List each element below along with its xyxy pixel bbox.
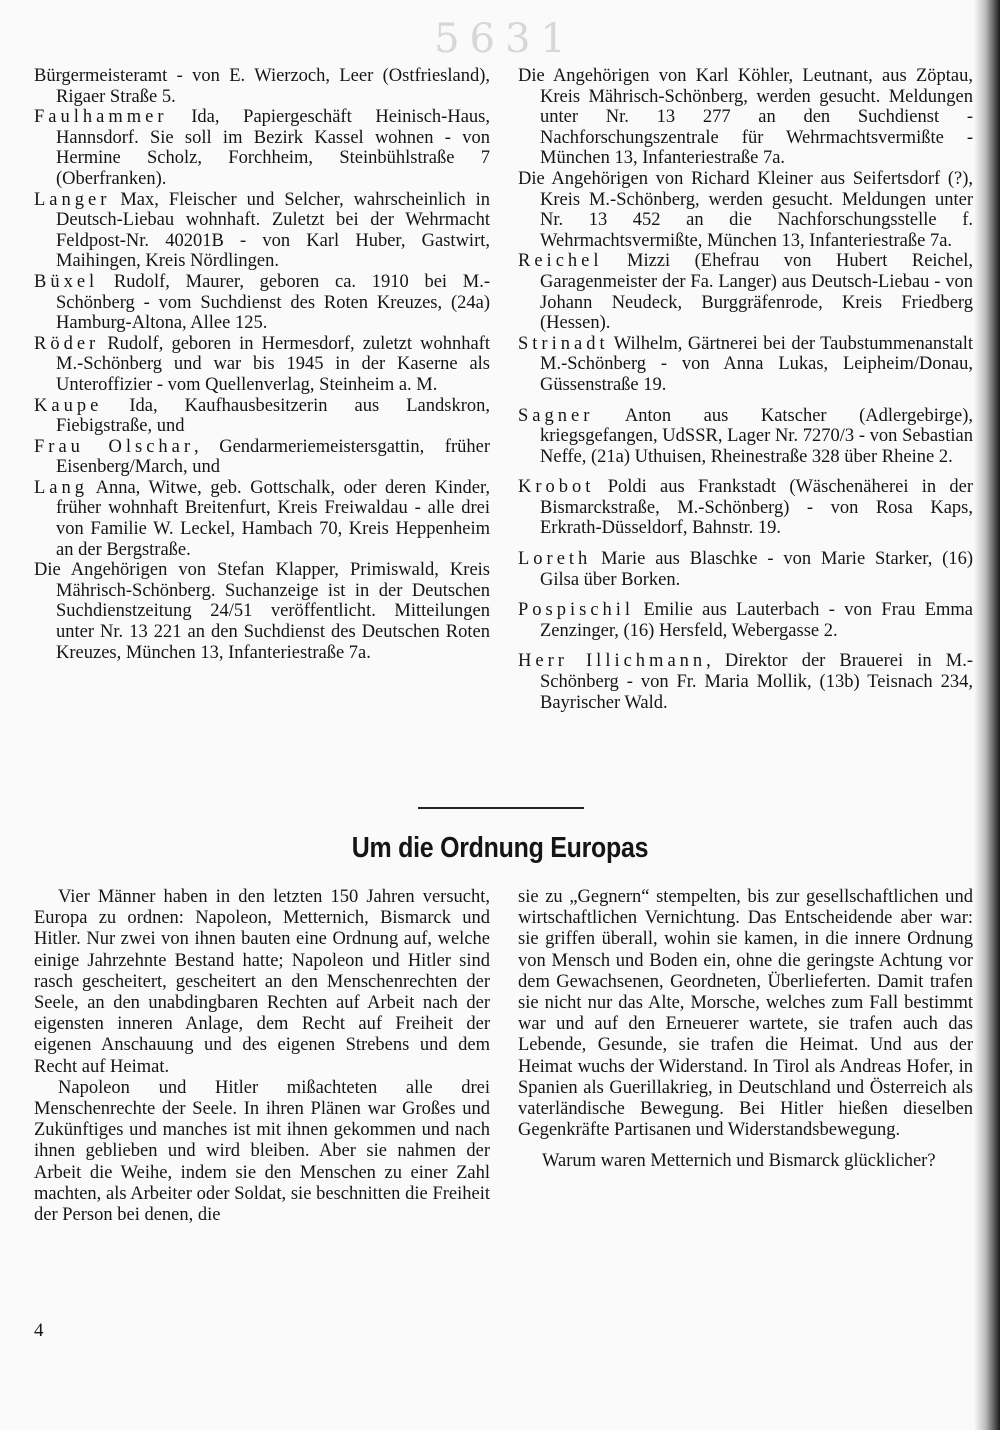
article-paragraph: Warum waren Metternich und Bismarck glücklicher? [542,1151,936,1172]
notice-entry: Reichel Mizzi (Ehefrau von Hubert Reichel, Garagenmeister der Fa. Langer) aus Deutsch-Liebau - von Johann Neudeck, Burggräfenrode, Kreis Friedberg (Hessen). [518,251,973,334]
article-title: Um die Ordnung Europas [351,832,649,864]
notice-entry: Bürgermeisteramt - von E. Wierzoch, Leer (Ostfriesland), Rigaer Straße 5. [34,66,490,107]
left-search-notices-column [34,66,490,663]
article-paragraph: Vier Männer haben in den letzten 150 Jahren versucht, Europa zu ordnen: Napoleon, Metternich, Bismarck und Hitler. Nur zwei von ihnen bauten eine Ordnung auf, welche einige Jahrzehnte Bestand hatte; Napoleon und Hitler sind rasch gescheitert, gescheitert an den Menschenrechten der Seele, an den unabdingbaren Rechten auf Arbeit nach der eigensten inneren Anlage, dem Recht auf Freiheit der eigenen Anschauung und des eigenen Strebens und dem Recht auf Heimat. [34,887,490,1077]
section-divider [418,807,584,809]
notice-entry: Langer Max, Fleischer und Selcher, wahrscheinlich in Deutsch-Liebau wohnhaft. Zuletzt bei der Wehrmacht Feldpost-Nr. 40201B - von Karl Huber, Gastwirt, Maihingen, Kreis Nördlingen. [34,189,490,272]
right-search-notices-column [518,66,973,713]
article-paragraph: sie zu „Gegnern“ stempelten, bis zur gesellschaftlichen und wirtschaftlichen Vernichtung. Das Entscheidende aber war: sie griffen überall, wohin sie kamen, in die innere Ordnung von Mensch und Boden ein, ohne die geringste Achtung vor dem Gewachsenen, Geordneten, Überlieferten. Damit trafen sie nicht nur das Alte, Morsche, welches zum Fall bestimmt war und auf den Erneuerer wartete, sie trafen auch das Lebende, Gesunde, sie trafen die Heimat. Und aus der Heimat wuchs der Widerstand. In Tirol als Andreas Hofer, in Spanien als Guerillakrieg, in Deutschland und Österreich als vaterländische Bewegung. Bei Hitler hießen dieselben Gegenkräfte Partisanen und Widerstandsbewegung. [518,887,973,1141]
article-paragraph: Napoleon und Hitler mißachteten alle drei Menschenrechte der Seele. In ihren Plänen war Großes und Zukünftiges und manches ist mit ihnen gekommen und nach ihnen geblieben und wird bleiben. Aber sie nahmen der Arbeit die Weihe, indem sie den Menschen zu einer Zahl machten, als Arbeiter oder Soldat, sie beschnitten die Freiheit der Person bei denen, die [34,1077,490,1226]
notice-entry: Büxel Rudolf, Maurer, geboren ca. 1910 bei M.-Schönberg - vom Suchdienst des Roten Kreuzes, (24a) Hamburg-Altona, Allee 125. [34,271,490,334]
notice-entry: Loreth Marie aus Blaschke - von Marie Starker, (16) Gilsa über Borken. [518,549,973,590]
notice-entry: Strinadt Wilhelm, Gärtnerei bei der Taubstummenanstalt M.-Schönberg - von Anna Lukas, Leipheim/Donau, Güssenstraße 19. [518,333,973,395]
notice-entry: Sagner Anton aus Katscher (Adlergebirge), kriegsgefangen, UdSSR, Lager Nr. 7270/3 - von Sebastian Neffe, (21a) Uthuisen, Rheinestraße 328 über Rheine 2. [518,405,973,467]
page-number: 4 [34,1320,44,1341]
notice-entry: Faulhammer Ida, Papiergeschäft Heinisch-Haus, Hannsdorf. Sie soll im Bezirk Kassel wohnen - von Hermine Scholz, Forchheim, Steinbühlstraße 7 (Oberfranken). [34,107,490,189]
notice-entry: Die Angehörigen von Richard Kleiner aus Seifertsdorf (?), Kreis M.-Schönberg, werden gesucht. Meldungen unter Nr. 13 452 an die Nachforschungsstelle f. Wehrmachtsvermißte, München 13, Infanteriestraße 7a. [518,168,973,251]
article-left-column [34,887,490,1226]
article-right-column [518,887,973,1173]
archive-stamp: 5631 [434,16,576,62]
notice-entry: Die Angehörigen von Karl Köhler, Leutnant, aus Zöptau, Kreis Mährisch-Schönberg, werden gesucht. Meldungen unter Nr. 13 277 an den Suchdienst - Nachforschungszentrale für Wehrmachtsvermißte - München 13, Infanteriestraße 7a. [518,66,973,169]
notice-entry: Herr Illichmann, Direktor der Brauerei in M.-Schönberg - von Fr. Maria Mollik, (13b) Teisnach 234, Bayrischer Wald. [518,651,973,713]
notice-entry: Krobot Poldi aus Frankstadt (Wäschenäherei in der Bismarckstraße, M.-Schönberg) - von Rosa Kaps, Erkrath-Düsseldorf, Bahnstr. 19. [518,477,973,539]
notice-entry: Pospischil Emilie aus Lauterbach - von Frau Emma Zenzinger, (16) Hersfeld, Webergasse 2. [518,600,973,641]
notice-entry: Lang Anna, Witwe, geb. Gottschalk, oder deren Kinder, früher wohnhaft Breitenfurt, Kreis Freiwaldau - alle drei von Familie W. Leckel, Hambach 70, Kreis Heppenheim an der Bergstraße. [34,477,490,560]
scan-edge-shadow [974,0,1000,1430]
notice-entry: Die Angehörigen von Stefan Klapper, Primiswald, Kreis Mährisch-Schönberg. Suchanzeige ist in der Deutschen Suchdienstzeitung 24/51 veröffentlicht. Mitteilungen unter Nr. 13 221 an den Suchdienst des Deutschen Roten Kreuzes, München 13, Infanteriestraße 7a. [34,560,490,663]
notice-entry: Röder Rudolf, geboren in Hermesdorf, zuletzt wohnhaft M.-Schönberg und war bis 1945 in der Kaserne als Unteroffizier - vom Quellenverlag, Steinheim a. M. [34,333,490,395]
notice-entry: Kaupe Ida, Kaufhausbesitzerin aus Landskron, Fiebigstraße, und [34,395,490,437]
notice-entry: Frau Olschar, Gendarmeriemeistersgattin, früher Eisenberg/March, und [34,436,490,478]
